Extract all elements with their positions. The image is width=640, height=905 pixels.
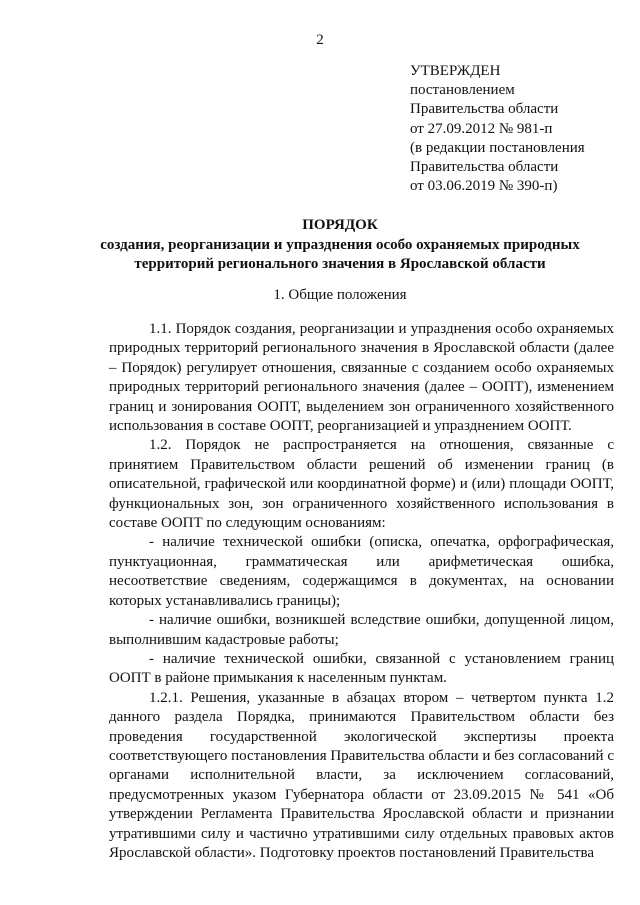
approval-line: (в редакции постановления (410, 139, 585, 156)
paragraph: - наличие технической ошибки (описка, опечатка, орфографическая, пунктуационная, грамматическая или арифметическая ошибка, несоответствие сведениям, содержащимся в документах, на основании которых устанавливались границы); (109, 534, 614, 609)
paragraph: 1.2. Порядок не распространяется на отношения, связанные с принятием Правительством области решений об изменении границ (в описательной, графической или координатной форме) и (или) площади ООПТ, функциональных зон, зон ограниченного хозяйственного использования в составе ООПТ по следующим основаниям: (109, 437, 614, 532)
paragraph: 1.1. Порядок создания, реорганизации и упразднения особо охраняемых природных территорий регионального значения в Ярославской области (далее – Порядок) регулирует отношения, связанные с созданием особо охраняемых природных территорий регионального значения (далее – ООПТ), изменением границ и зонирования ООПТ, выделением зон ограниченного хозяйственного использования в составе ООПТ, реорганизацией и упразднением ООПТ. (109, 321, 614, 435)
paragraph: - наличие технической ошибки, связанной с установлением границ ООПТ в районе примыкания к населенным пунктам. (109, 650, 614, 687)
paragraph: 1.2.1. Решения, указанные в абзацах втором – четвертом пункта 1.2 данного раздела Порядка, принимаются Правительством области без проведения государственной экологической экспертизы проекта соответствующего постановления Правительства области и без согласований с органами исполнительной власти, за исключением согласований, предусмотренных указом Губернатора области от 23.09.2015 № 541 «Об утверждении Регламента Правительства Ярославской области и признании утратившими силу и частично утратившими силу отдельных правовых актов Ярославской области». Подготовку проектов постановлений Правительства (109, 689, 614, 861)
approval-line: УТВЕРЖДЕН (410, 63, 501, 79)
title-subtitle: создания, реорганизации и упразднения особо охраняемых природных территорий регионального значения в Ярославской области (100, 236, 580, 272)
approval-block (410, 62, 625, 196)
approval-line: от 03.06.2019 № 390-п) (410, 178, 558, 195)
approval-line: Правительства области (410, 101, 559, 118)
approval-line: постановлением (410, 82, 515, 99)
approval-line: от 27.09.2012 № 981-п (410, 120, 553, 137)
page-number: 2 (316, 32, 324, 48)
title-main: ПОРЯДОК (302, 217, 378, 233)
approval-line: Правительства области (410, 159, 559, 176)
document-title (60, 216, 620, 275)
paragraph: - наличие ошибки, возникшей вследствие ошибки, допущенной лицом, выполнившим кадастровые работы; (109, 612, 614, 648)
section-heading: 1. Общие положения (273, 287, 407, 303)
document-body (109, 320, 614, 863)
